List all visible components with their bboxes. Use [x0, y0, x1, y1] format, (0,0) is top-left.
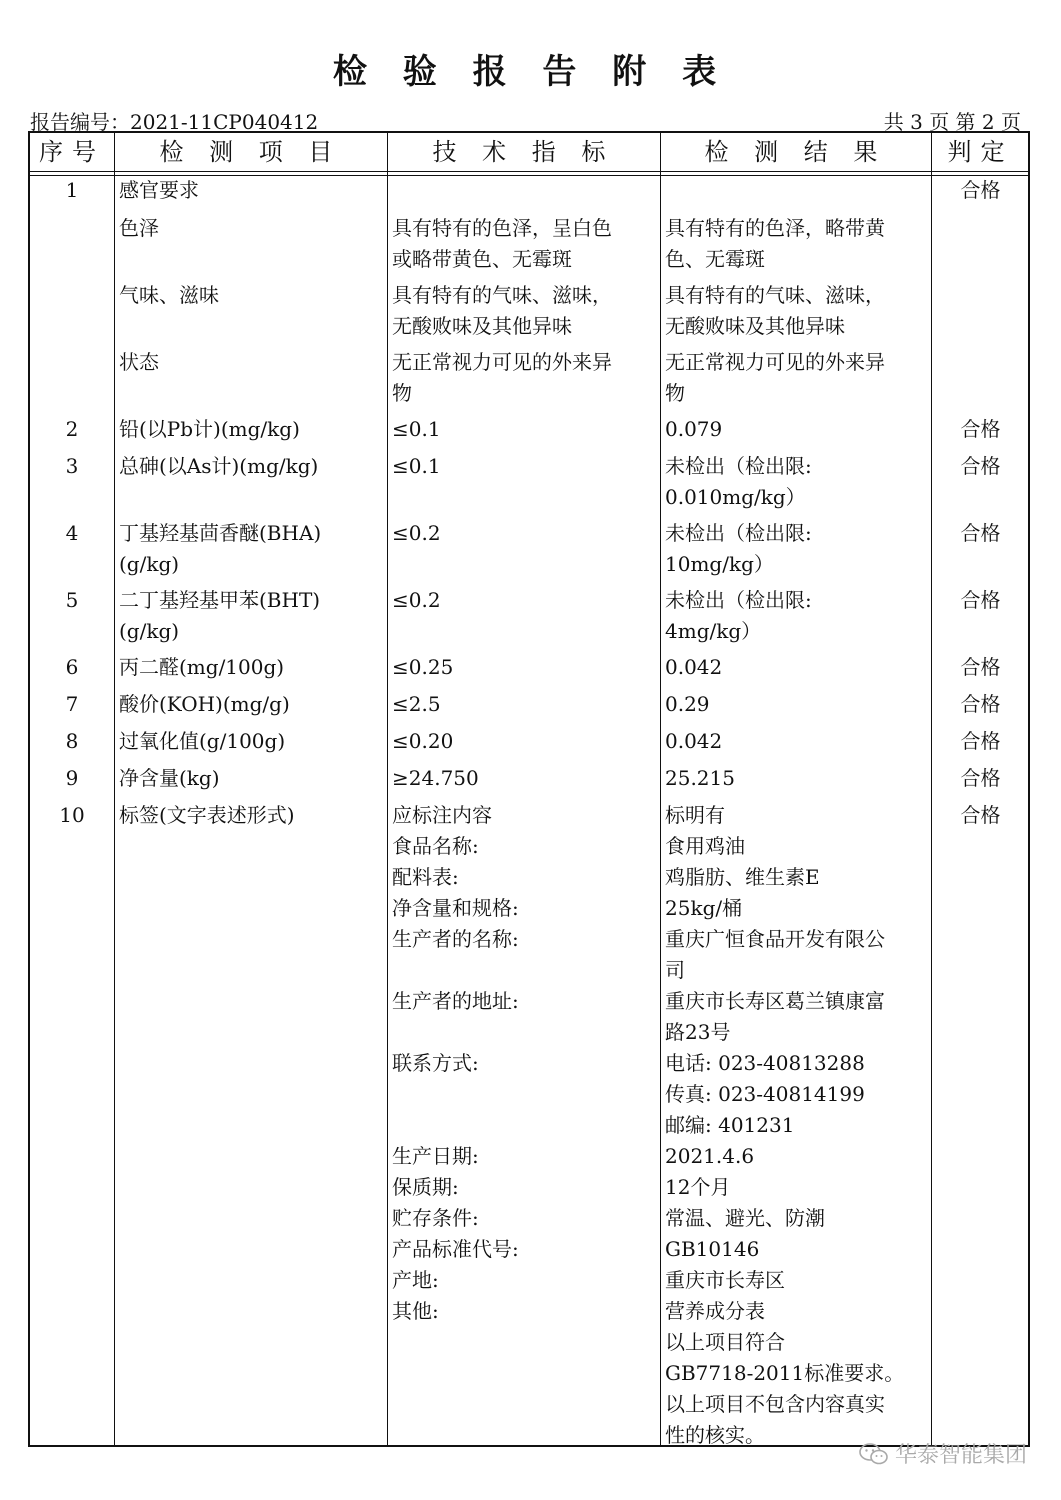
cell-no: 9 [65, 766, 79, 790]
cell-no: 8 [65, 729, 79, 753]
cell-result: 未检出（检出限: 0.010mg/kg） [665, 454, 812, 509]
page-info: 共 3 页 第 2 页 [883, 110, 1021, 134]
cell-result: 未检出（检出限: 10mg/kg） [665, 521, 812, 576]
cell-result: 0.042 [665, 729, 723, 753]
cell-result: 未检出（检出限: 4mg/kg） [665, 588, 812, 643]
cell-spec: ≥24.750 [392, 766, 479, 790]
cell-spec: ≤0.1 [392, 454, 441, 478]
cell-verdict: 合格 [960, 655, 1001, 679]
cell-no: 4 [65, 521, 79, 545]
cell-spec: ≤0.2 [392, 521, 441, 545]
cell-verdict: 合格 [960, 417, 1001, 441]
cell-result: 具有特有的色泽，略带黄 色、无霉斑 [665, 216, 885, 271]
cell-spec: 具有特有的色泽，呈白色 或略带黄色、无霉斑 [392, 216, 612, 271]
cell-item: 铅(以Pb计)(mg/kg) [119, 417, 300, 441]
cell-result: 25.215 [665, 766, 735, 790]
watermark [859, 1438, 1027, 1469]
watermark-text: 华泰智能集团 [894, 1443, 1027, 1468]
cell-item: 酸价(KOH)(mg/g) [119, 692, 290, 716]
cell-spec: ≤0.2 [392, 588, 441, 612]
cell-item: 总砷(以As计)(mg/kg) [119, 454, 319, 478]
header-divider [30, 171, 1028, 172]
cell-no: 10 [59, 803, 85, 827]
cell-no: 7 [65, 692, 79, 716]
cell-item: 丁基羟基茴香醚(BHA) (g/kg) [119, 521, 322, 576]
cell-item: 净含量(kg) [119, 766, 220, 790]
cell-spec: 无正常视力可见的外来异 物 [392, 350, 612, 405]
header-item: 检 测 项 目 [159, 138, 342, 166]
column-divider [114, 133, 115, 1445]
cell-spec: ≤2.5 [392, 692, 441, 716]
page-title: 检 验 报 告 附 表 [332, 52, 729, 92]
cell-spec: ≤0.25 [392, 655, 454, 679]
cell-verdict: 合格 [960, 803, 1001, 827]
cell-result: 0.079 [665, 417, 723, 441]
cell-spec: 应标注内容 食品名称: 配料表: 净含量和规格: 生产者的名称: 生产者的地址: 联系方式: 生产日期: 保质期: 贮存条件: 产品标准代号: 产地: 其他: [392, 803, 519, 1323]
column-divider [660, 133, 661, 1445]
cell-result: 0.29 [665, 692, 710, 716]
cell-item: 丙二醛(mg/100g) [119, 655, 285, 679]
cell-verdict: 合格 [960, 178, 1001, 202]
cell-result: 0.042 [665, 655, 723, 679]
cell-spec: ≤0.20 [392, 729, 454, 753]
header-verdict: 判定 [947, 138, 1014, 166]
wechat-icon [859, 1443, 889, 1465]
cell-verdict: 合格 [960, 692, 1001, 716]
cell-item: 二丁基羟基甲苯(BHT) (g/kg) [119, 588, 321, 643]
header-result: 检 测 结 果 [704, 138, 887, 166]
cell-no: 3 [65, 454, 79, 478]
cell-spec: 具有特有的气味、滋味， 无酸败味及其他异味 [392, 283, 612, 338]
header-spec: 技 术 指 标 [432, 138, 615, 166]
cell-verdict: 合格 [960, 454, 1001, 478]
cell-result: 具有特有的气味、滋味， 无酸败味及其他异味 [665, 283, 885, 338]
cell-verdict: 合格 [960, 729, 1001, 753]
inspection-table [28, 131, 1030, 1447]
cell-item: 过氧化值(g/100g) [119, 729, 286, 753]
cell-verdict: 合格 [960, 521, 1001, 545]
report-number: 报告编号：2021-11CP040412 [30, 110, 319, 134]
cell-spec: ≤0.1 [392, 417, 441, 441]
cell-item: 标签(文字表述形式) [119, 803, 295, 827]
cell-verdict: 合格 [960, 766, 1001, 790]
cell-item: 感官要求 [119, 178, 199, 202]
cell-no: 1 [65, 178, 79, 202]
cell-verdict: 合格 [960, 588, 1001, 612]
cell-no: 6 [65, 655, 79, 679]
cell-item: 状态 [119, 350, 159, 374]
cell-no: 5 [65, 588, 79, 612]
cell-no: 2 [65, 417, 79, 441]
cell-result: 标明有 食用鸡油 鸡脂肪、维生素E 25kg/桶 重庆广恒食品开发有限公 司 重庆市长寿区葛兰镇康富 路23号 电话: 023-40813288 传真: 023-40814199 邮编: 401231 2021.4.6 12个月 常温、避光、防潮 GB10146 重庆市长寿区 营养成分表 以上项目符合 GB7718-2011标准要求。 以上项目不包含内容真实 性的核实。 [665, 803, 905, 1447]
cell-item: 气味、滋味 [119, 283, 219, 307]
header-no: 序号 [39, 138, 105, 166]
column-divider [387, 133, 388, 1445]
cell-result: 无正常视力可见的外来异 物 [665, 350, 885, 405]
cell-item: 色泽 [119, 216, 159, 240]
